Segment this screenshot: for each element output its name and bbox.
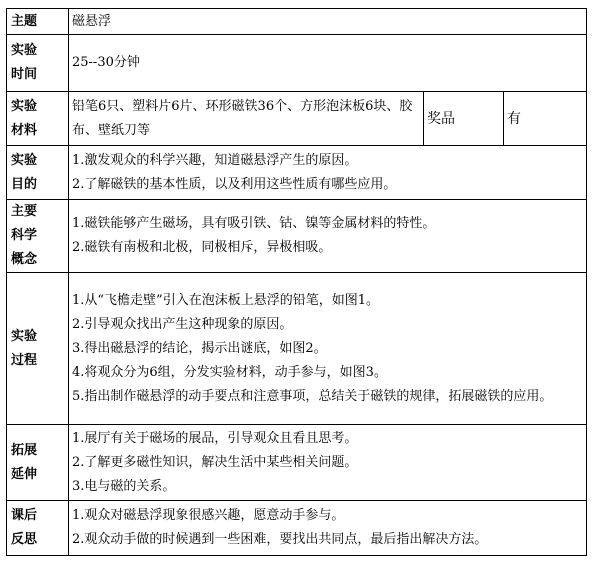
process-item: 1.从“飞檐走壁”引入在泡沫板上悬浮的铅笔，如图1。 [72, 292, 379, 308]
goal-item: 2.了解磁铁的基本性质，以及利用这些性质有哪些应用。 [72, 176, 397, 192]
process-label [7, 273, 69, 425]
extension-label-line: 延伸 [11, 466, 38, 482]
process-item: 3.得出磁悬浮的结论，揭示出谜底，如图2。 [72, 340, 327, 356]
extension-item: 1.展厅有关于磁场的展品，引导观众且看且思考。 [72, 430, 358, 446]
process-item: 2.引导观众找出产生这种现象的原因。 [72, 316, 293, 332]
theme-row [7, 9, 587, 35]
time-label-line: 时间 [11, 67, 38, 82]
materials-text: 铅笔6只、塑料片6片、环形磁铁36个、方形泡沫板6块、胶布、壁纸刀等 [72, 98, 413, 138]
process-item: 5.指出制作磁悬浮的动手要点和注意事项，总结关于磁铁的规律，拓展磁铁的应用。 [72, 388, 553, 404]
concepts-row [7, 200, 587, 273]
materials-label-line: 实验 [11, 98, 38, 114]
materials-label-line: 材料 [11, 122, 38, 138]
reflection-item: 2.观众动手做的时候遇到一些困难，要找出共同点，最后指出解决方法。 [72, 532, 488, 547]
concepts-label-line: 科学 [11, 228, 38, 243]
goals-list [69, 146, 587, 200]
materials-value [69, 92, 424, 146]
concepts-list [69, 200, 587, 273]
theme-label: 主题 [7, 9, 69, 35]
extension-label-line: 拓展 [11, 442, 38, 458]
concepts-label-line: 主要 [11, 204, 38, 219]
reflection-item: 1.观众对磁悬浮现象很感兴趣，愿意动手参与。 [72, 508, 345, 523]
theme-value: 磁悬浮 [69, 9, 587, 35]
process-label-line: 实验 [11, 328, 38, 344]
reflection-label-line: 反思 [11, 532, 38, 547]
lesson-plan-table [6, 8, 587, 556]
process-list [69, 273, 587, 425]
process-label-line: 过程 [11, 352, 38, 368]
extension-label [7, 425, 69, 501]
reflection-row [7, 501, 587, 556]
process-item: 4.将观众分为6组，分发实验材料，动手参与，如图3。 [72, 364, 387, 380]
concepts-label [7, 200, 69, 273]
time-row [7, 35, 587, 92]
process-row [7, 273, 587, 425]
extension-list [69, 425, 587, 501]
concept-item: 2.磁铁有南极和北极，同极相斥，异极相吸。 [72, 240, 332, 255]
materials-row [7, 92, 587, 146]
goals-row [7, 146, 587, 200]
extension-row [7, 425, 587, 501]
prize-label: 奖品 [424, 92, 504, 146]
goals-label [7, 146, 69, 200]
time-value: 25--30分钟 [69, 35, 587, 92]
reflection-list [69, 501, 587, 556]
extension-item: 3.电与磁的关系。 [72, 478, 176, 494]
goals-label-line: 实验 [11, 152, 38, 168]
materials-label [7, 92, 69, 146]
goal-item: 1.激发观众的科学兴趣，知道磁悬浮产生的原因。 [72, 152, 358, 168]
reflection-label [7, 501, 69, 556]
time-label-line: 实验 [11, 43, 38, 58]
prize-value: 有 [504, 92, 587, 146]
goals-label-line: 目的 [11, 176, 38, 192]
concept-item: 1.磁铁能够产生磁场，具有吸引铁、钴、镍等金属材料的特性。 [72, 216, 436, 231]
time-label [7, 35, 69, 92]
extension-item: 2.了解更多磁性知识，解决生活中某些相关问题。 [72, 454, 358, 470]
concepts-label-line: 概念 [11, 252, 38, 267]
reflection-label-line: 课后 [11, 508, 38, 523]
